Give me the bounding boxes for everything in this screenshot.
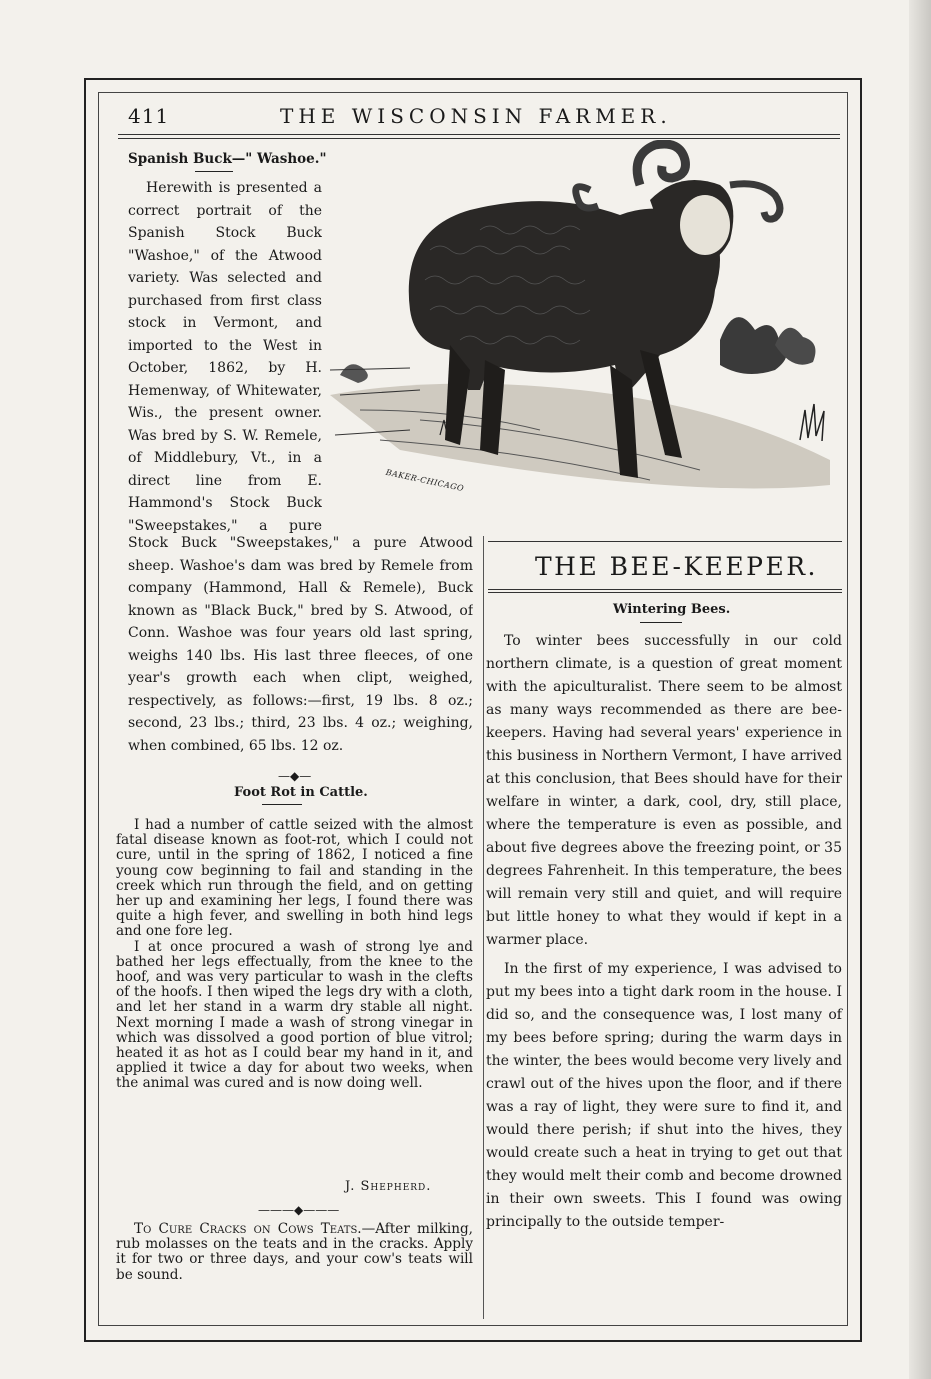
article-foot-rot [116,818,473,1092]
bees-paragraph-1: To winter bees successfully in our cold northern climate, is a question of great moment with the apiculturalist. There seem to be almost as many ways recommended as there are bee-keepers. Having had several years' experience in this business in Northern Vermont, I have arrived at this conclusion, that Bees should have for their welfare in winter, a dark, cool, dry, still place, where the temperature is even as possible, and about five degrees above the freezing point, or 35 degrees Fahrenheit. In this temperature, the bees will remain very still and quiet, and will require but little honey to what they would if kept in a warmer place. [486,633,842,948]
foot-rot-underline [262,804,302,805]
bees-paragraph-2: In the first of my experience, I was advised to put my bees into a tight dark room in the house. I did so, and the consequence was, I lost many of my bees before spring; during the warm days in the winter, the bees would become very lively and crawl out of the hives upon the floor, and if there was a ray of light, they were sure to find it, and would there perish; if shut into the hives, they would create such a heat in trying to get out that they would melt their comb and become drowned in their own sweets. This I found was owing principally to the outside temper- [486,961,842,1230]
article-cows-teats [116,1222,473,1283]
page-number: 411 [128,104,170,128]
foot-rot-paragraph-1: I had a number of cattle seized with the almost fatal disease known as foot-rot, which I could not cure, until in the spring of 1862, I noticed a fine young cow beginning to fail and standing in the creek which run through the field, and on getting her up and examining her legs, I found there was quite a high fever, and swelling in both hind legs and one fore leg. [116,817,473,940]
foot-rot-paragraph-2: I at once procured a wash of strong lye and bathed her legs effectually, from the knee to the hoof, and was very particular to wash in the clefts of the hoofs. I then wiped the legs dry with a cloth, and let her stand in a warm dry stable all night. Next morning I made a wash of strong vinegar in which was dissolved a good portion of blue vitrol; heated it as hot as I could bear my hand in it, and applied it twice a day for about two weeks, when the animal was cured and is now doing well. [116,938,473,1092]
section-rule-top [488,541,842,542]
article-wintering-bees [486,630,842,1234]
section-rule-bottom-2 [488,592,842,593]
page-header [118,100,838,136]
article-body-wide [128,532,473,782]
article-title-foot-rot: Foot Rot in Cattle. [234,785,368,800]
article-title: Spanish Buck—" Washoe." [128,151,327,167]
divider-ornament-2: ———◆——— [258,1203,340,1217]
article-signature: J. Shepherd. [345,1179,432,1194]
title-underline [195,171,233,172]
section-title-bee-keeper: THE BEE-KEEPER. [535,552,818,581]
masthead-title: THE WISCONSIN FARMER. [280,104,672,128]
article-body-narrow [128,177,322,535]
article-lead: To Cure Cracks on Cows Teats. [134,1221,362,1237]
article-body: —After milking, rub molasses on the teats and in the cracks. Apply it for two or three days, and your cow's teats will be sound. [116,1221,474,1283]
column-divider [483,536,484,1319]
article-paragraph-continuation: Stock Buck "Sweepstakes," a pure Atwood sheep. Washoe's dam was bred by Remele from company (Hammond, Hall & Remele), Buck known as "Black Buck," bred by S. Atwood, of Conn. Washoe was four years old last spring, weighs 140 lbs. His last three fleeces, of one year's growth each when clipt, weighed, respectively, as follows:—first, 19 lbs. 8 oz.; second, 23 lbs.; third, 23 lbs. 4 oz.; weighing, when combined, 65 lbs. 12 oz. [128,535,473,754]
subhead-underline [640,622,682,623]
section-rule-bottom [488,589,842,590]
divider-ornament: —◆— [278,769,312,783]
page-edge-shadow [909,0,931,1379]
ram-engraving [320,140,840,510]
header-rule-bottom [118,138,840,139]
article-spanish-buck [128,148,473,171]
header-rule-top [118,134,840,135]
engraver-signature: BAKER-CHICAGO [384,467,465,494]
subhead-wintering-bees: Wintering Bees. [613,602,731,617]
article-paragraph: Herewith is presented a correct portrait of the Spanish Stock Buck "Washoe," of the Atwood variety. Was selected and purchased from first class stock in Vermont, and imported to the West in October, 1862, by H. Hemenway, of Whitewater, Wis., the present owner. Was bred by S. W. Remele, of Middlebury, Vt., in a direct line from E. Hammond's Stock Buck "Sweepstakes," a pure [128,180,322,534]
